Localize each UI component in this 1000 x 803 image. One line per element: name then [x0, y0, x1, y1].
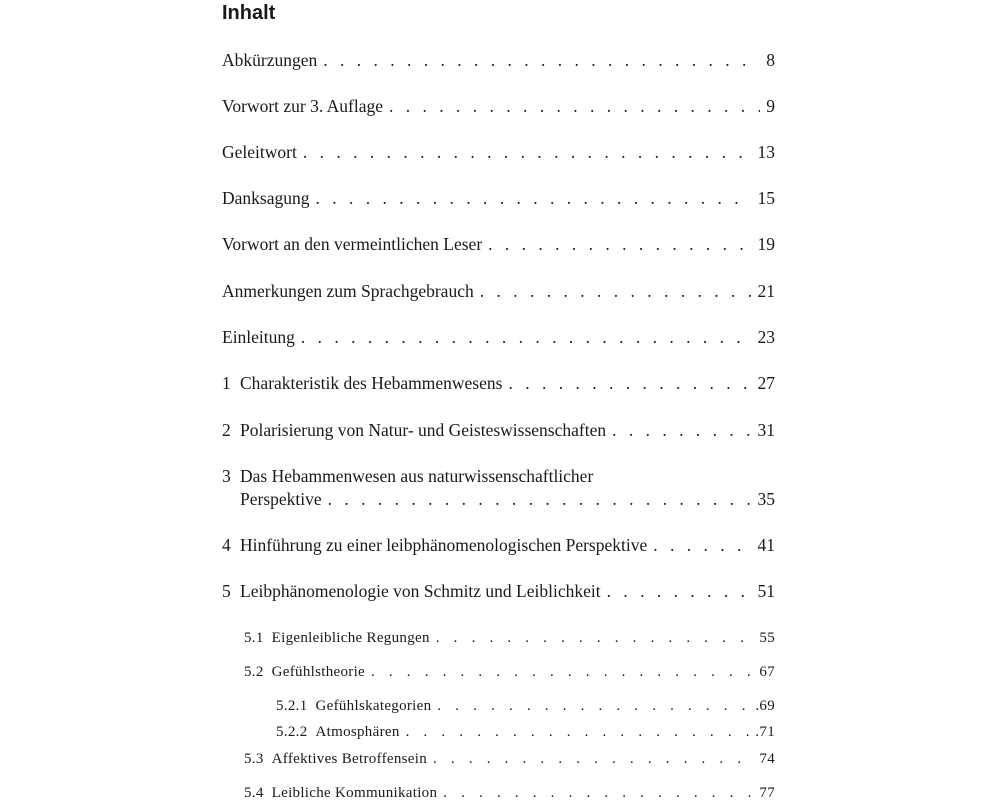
toc-entry[interactable] [222, 233, 775, 255]
toc-entry-page: 35 [757, 489, 775, 509]
toc-subentry-number: 5.4 [244, 785, 264, 801]
toc-entry-number: 3 [222, 466, 231, 486]
toc-subentry[interactable] [244, 628, 775, 648]
toc-entry-title: Leibphänomenologie von Schmitz und Leiblichkeit [240, 581, 601, 601]
toc-entry-title: Das Hebammenwesen aus naturwissenschaftlicher [240, 466, 594, 486]
toc-subsubentry[interactable] [276, 722, 775, 742]
toc-subentry[interactable] [244, 662, 775, 682]
leader-dots [301, 326, 752, 348]
toc-entry-page: 9 [766, 96, 775, 116]
toc-entry-title-continued: Perspektive [240, 489, 322, 509]
toc-entry[interactable] [222, 326, 775, 348]
leader-dots [488, 233, 751, 255]
toc-entry[interactable] [222, 95, 775, 117]
toc-entry-title: Vorwort zur 3. Auflage [222, 96, 384, 116]
leader-dots [323, 49, 760, 71]
toc-entry-chapter-5[interactable] [222, 580, 775, 602]
toc-entry-page: 13 [757, 142, 775, 162]
toc-entry-chapter-3[interactable] [222, 465, 775, 487]
toc-entry-title: Polarisierung von Natur- und Geisteswissenschaften [240, 420, 607, 440]
toc-entry-chapter-1[interactable] [222, 372, 775, 394]
toc-entry[interactable] [222, 49, 775, 71]
toc-subentry-number: 5.3 [244, 751, 264, 767]
toc-entry-title: Abkürzungen [222, 50, 318, 70]
leader-dots [328, 488, 752, 510]
toc-subentry-page: 77 [759, 785, 775, 801]
toc-entry-title: Danksagung [222, 188, 310, 208]
toc-entry-number: 2 [222, 420, 231, 440]
toc-subsubentry[interactable] [276, 696, 775, 716]
toc-entry-chapter-4[interactable] [222, 534, 775, 556]
leader-dots [433, 749, 753, 769]
toc-entry-number: 1 [222, 373, 231, 393]
leader-dots [607, 580, 752, 602]
toc-entry-number: 5 [222, 581, 231, 601]
toc-entry-page: 23 [757, 327, 775, 347]
toc-subsubentry-page: .71 [755, 724, 775, 740]
toc-entry-title: Anmerkungen zum Sprachgebrauch [222, 281, 474, 301]
toc-entry-title: Charakteristik des Hebammenwesens [240, 373, 503, 393]
leader-dots [406, 722, 750, 742]
leader-dots [612, 419, 751, 441]
leader-dots [443, 783, 753, 803]
toc-subentry[interactable] [244, 749, 775, 769]
toc-entry-page: 31 [757, 420, 775, 440]
toc-subentry-page: 74 [759, 751, 775, 767]
toc-subsubentry-number: 5.2.2 [276, 724, 308, 740]
toc-entry-page: 21 [757, 281, 775, 301]
leader-dots [371, 662, 753, 682]
leader-dots [436, 628, 754, 648]
toc-subentry-title: Gefühlstheorie [271, 664, 365, 680]
toc-entry-page: 8 [766, 50, 775, 70]
toc-heading: Inhalt [222, 2, 276, 24]
toc-subsubentry-number: 5.2.1 [276, 698, 308, 714]
toc-subentry-number: 5.2 [244, 664, 264, 680]
toc-subentry-number: 5.1 [244, 630, 264, 646]
toc-entry-page: 41 [757, 535, 775, 555]
toc-entry-title: Hinführung zu einer leibphänomenologischen Perspektive [240, 535, 648, 555]
toc-entry-number: 4 [222, 535, 231, 555]
toc-entry-chapter-3-continued[interactable] [240, 488, 775, 510]
toc-subentry[interactable] [244, 783, 775, 803]
leader-dots [653, 534, 751, 556]
toc-entry-title: Vorwort an den vermeintlichen Leser [222, 234, 483, 254]
toc-entry[interactable] [222, 280, 775, 302]
toc-subentry-page: 55 [759, 630, 775, 646]
leader-dots [437, 696, 749, 716]
leader-dots [303, 141, 752, 163]
leader-dots [389, 95, 760, 117]
toc-entry-page: 15 [757, 188, 775, 208]
toc-entry-chapter-2[interactable] [222, 419, 775, 441]
toc-entry-page: 27 [757, 373, 775, 393]
toc-entry[interactable] [222, 141, 775, 163]
leader-dots [315, 187, 751, 209]
toc-entry[interactable] [222, 187, 775, 209]
toc-subsubentry-title: Atmosphären [315, 724, 400, 740]
toc-entry-page: 19 [757, 234, 775, 254]
toc-entry-title: Einleitung [222, 327, 295, 347]
toc-entry-page: 51 [757, 581, 775, 601]
toc-subsubentry-page: .69 [755, 698, 775, 714]
leader-dots [480, 280, 752, 302]
toc-subsubentry-title: Gefühlskategorien [315, 698, 432, 714]
toc-subentry-title: Leibliche Kommunikation [271, 785, 438, 801]
toc-subentry-page: 67 [759, 664, 775, 680]
toc-subentry-title: Eigenleibliche Regungen [271, 630, 430, 646]
toc-entry-title: Geleitwort [222, 142, 297, 162]
leader-dots [508, 372, 751, 394]
toc-subentry-title: Affektives Betroffensein [271, 751, 428, 767]
